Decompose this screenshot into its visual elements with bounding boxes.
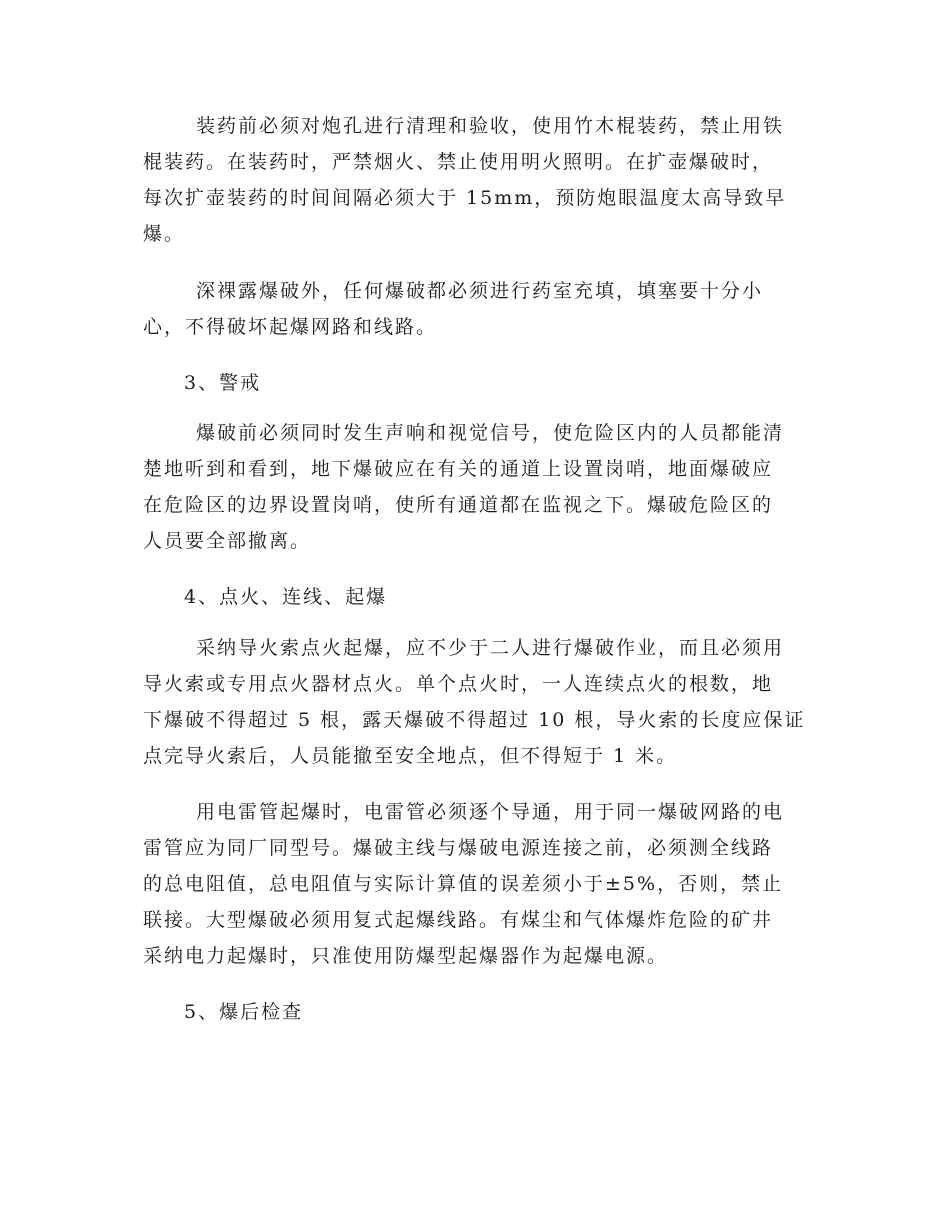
text-line: 采纳导火索点火起爆，应不少于二人进行爆破作业，而且必须用 (196, 637, 785, 659)
text-line: 点完导火索后，人员能撤至安全地点，但不得短于 1 米。 (143, 745, 678, 767)
text-line: 的总电阻值，总电阻值与实际计算值的误差须小于±5%，否则，禁止 (143, 873, 784, 895)
text-line: 用电雷管起爆时，电雷管必须逐个导通，用于同一爆破网路的电 (196, 801, 785, 823)
text-line: 楚地听到和看到，地下爆破应在有关的通道上设置岗哨，地面爆破应 (143, 458, 774, 480)
text-line: 人员要全部撤离。 (143, 530, 312, 552)
text-line: 爆破前必须同时发生声响和视觉信号，使危险区内的人员都能清 (196, 422, 785, 444)
section-heading: 5、爆后检查 (184, 1001, 304, 1023)
text-line: 在危险区的边界设置岗哨，使所有通道都在监视之下。爆破危险区的 (143, 494, 774, 516)
text-line: 每次扩壶装药的时间间隔必须大于 15mm，预防炮眼温度太高导致早 (143, 187, 787, 209)
text-line: 导火索或专用点火器材点火。单个点火时，一人连续点火的根数，地 (143, 673, 774, 695)
text-line: 心，不得破坏起爆网路和线路。 (143, 316, 438, 338)
text-line: 装药前必须对炮孔进行清理和验收，使用竹木棍装药，禁止用铁 (196, 115, 785, 137)
text-line: 下爆破不得超过 5 根，露天爆破不得超过 10 根，导火索的长度应保证 (143, 709, 806, 731)
text-line: 雷管应为同厂同型号。爆破主线与爆破电源连接之前，必须测全线路 (143, 837, 774, 859)
text-line: 采纳电力起爆时，只准使用防爆型起爆器作为起爆电源。 (143, 945, 669, 967)
text-line: 联接。大型爆破必须用复式起爆线路。有煤尘和气体爆炸危险的矿井 (143, 909, 774, 931)
text-line: 深裸露爆破外，任何爆破都必须进行药室充填，填塞要十分小 (196, 280, 764, 302)
text-line: 棍装药。在装药时，严禁烟火、禁止使用明火照明。在扩壶爆破时， (143, 151, 774, 173)
section-heading: 3、警戒 (184, 372, 262, 394)
section-heading: 4、点火、连线、起爆 (184, 586, 388, 608)
text-line: 爆。 (143, 223, 186, 245)
